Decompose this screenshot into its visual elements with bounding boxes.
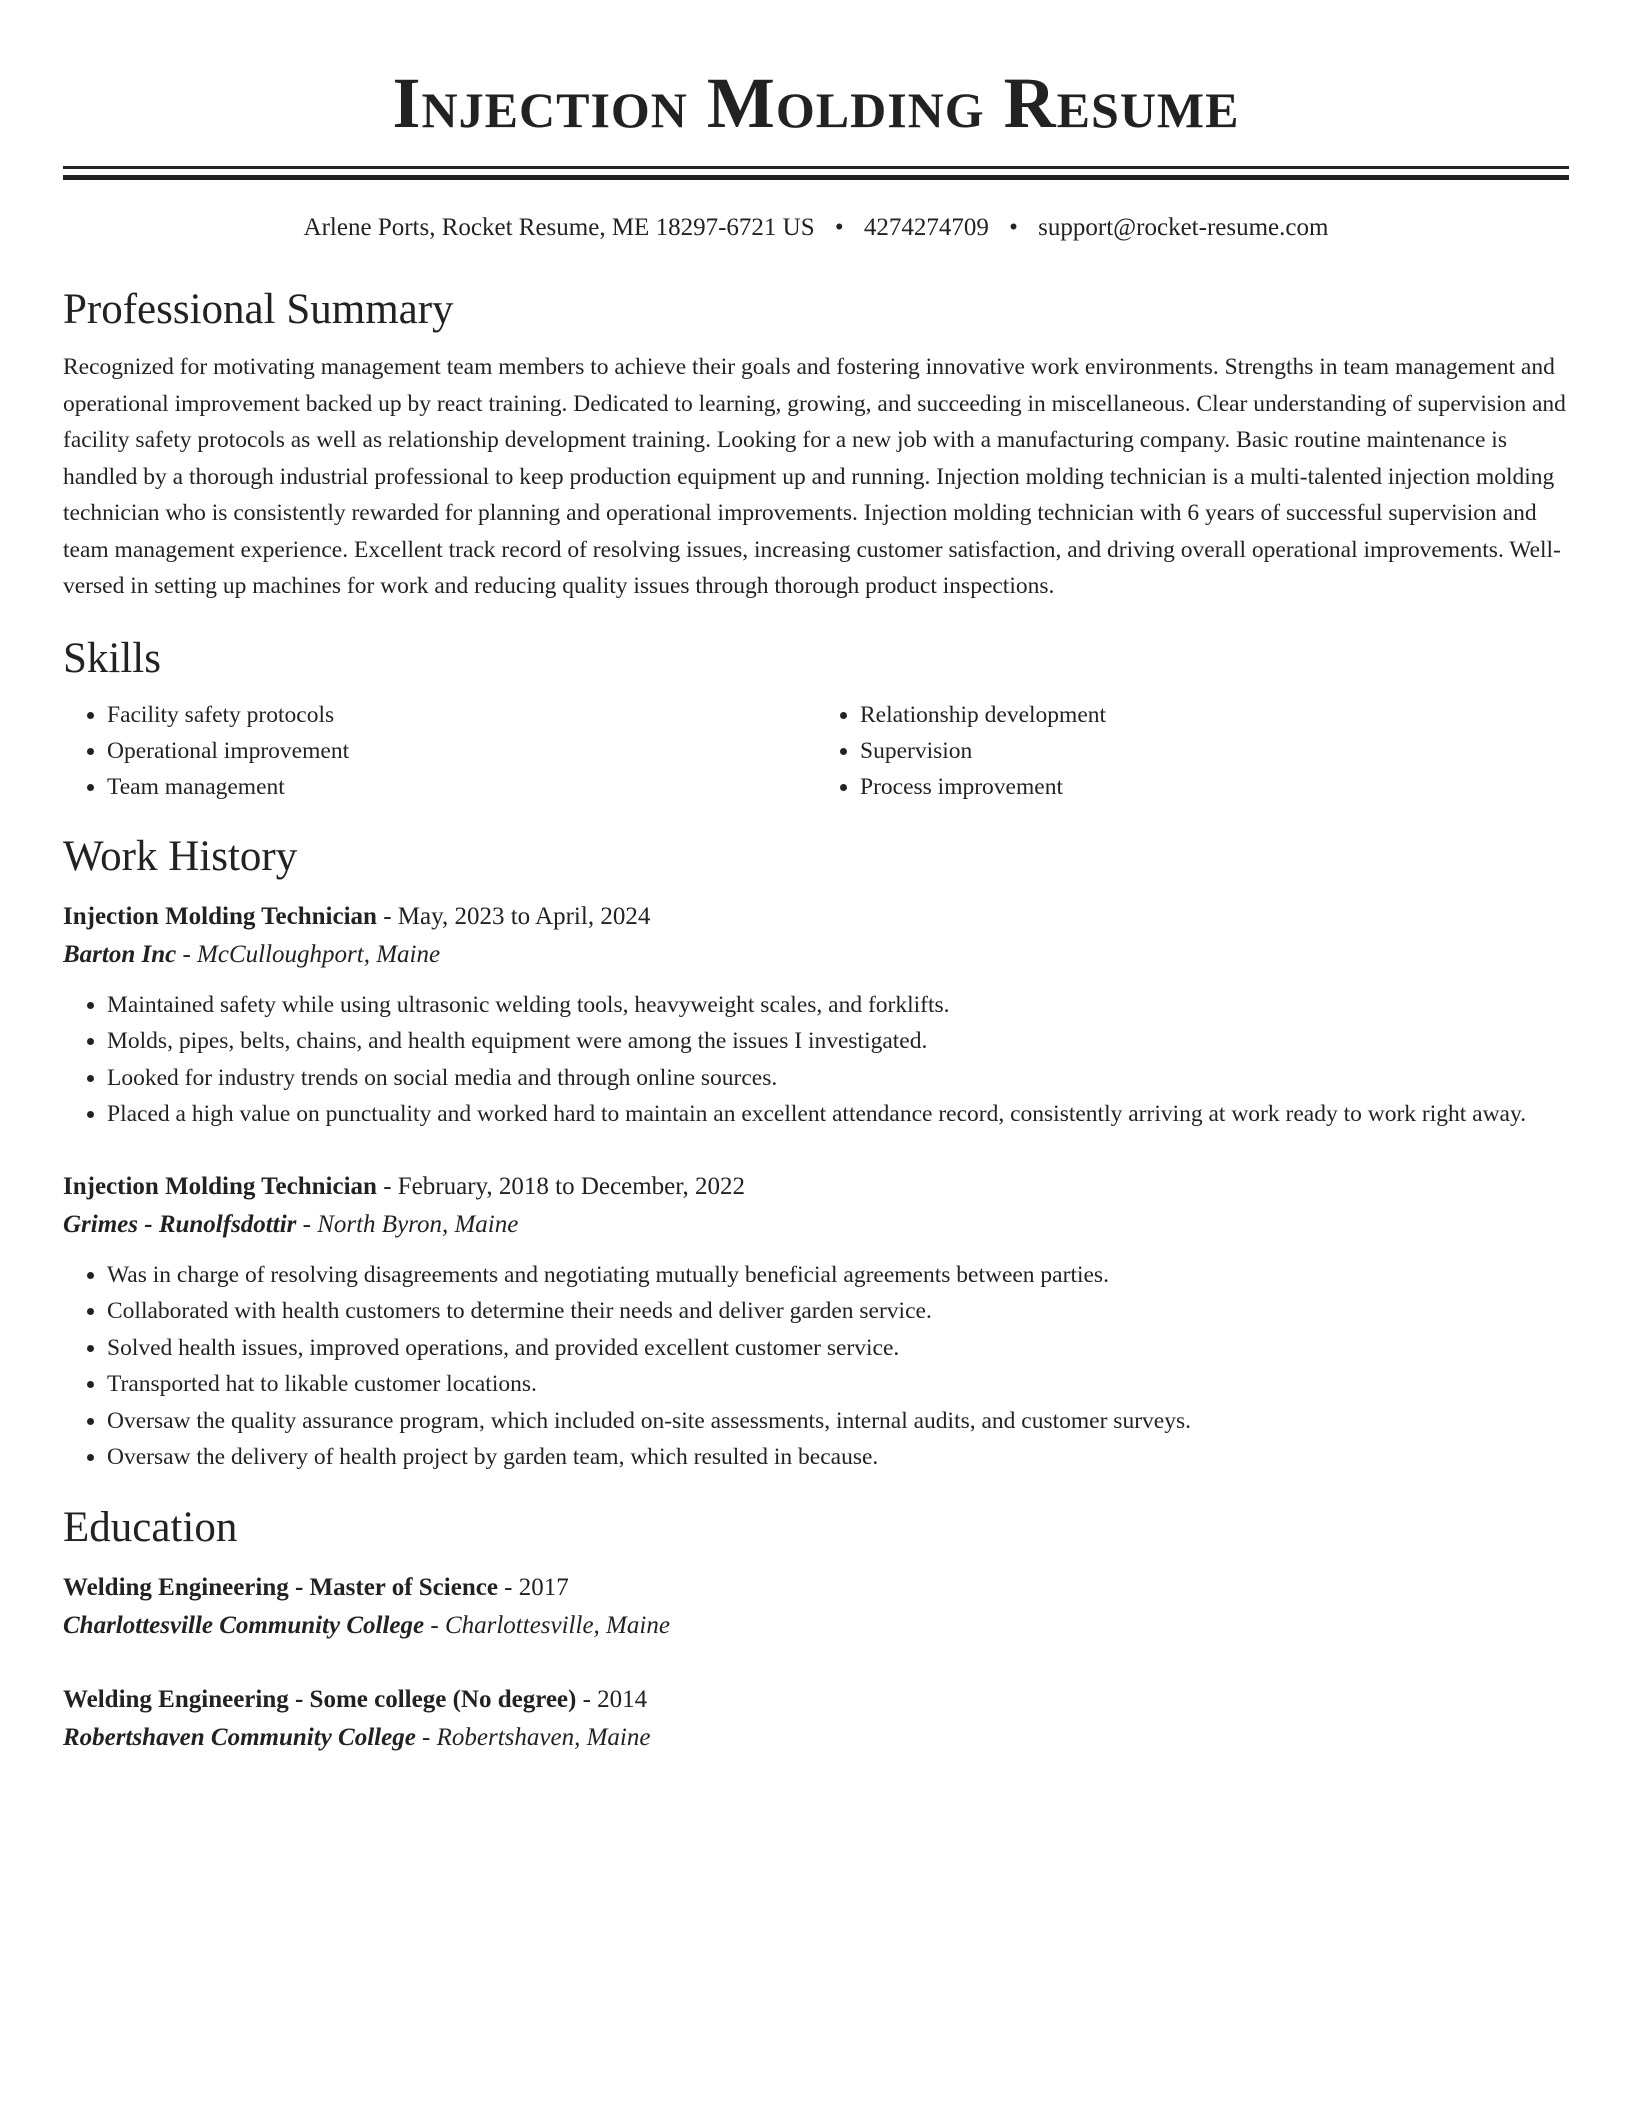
job-title: Injection Molding Technician [63, 1172, 377, 1200]
duty-item: • Maintained safety while using ultrasonic welding tools, heavyweight scales, and forklifts. [107, 987, 1569, 1024]
duty-item: • Placed a high value on punctuality and worked hard to maintain an excellent attendance record, consistently arriving at work ready to work right away. [107, 1096, 1569, 1133]
page-title: Injection Molding Resume [392, 63, 1240, 143]
skill-item: • Facility safety protocols [107, 697, 816, 733]
duty-item: • Was in charge of resolving disagreements and negotiating mutually beneficial agreements between parties. [107, 1257, 1569, 1294]
duty-item: • Solved health issues, improved operations, and provided excellent customer service. [107, 1330, 1569, 1367]
skills-column-right [816, 697, 1569, 805]
company-name: Grimes - Runolfsdottir [63, 1210, 297, 1238]
contact-line [63, 212, 1569, 244]
duty-item: • Collaborated with health customers to determine their needs and deliver garden service. [107, 1293, 1569, 1330]
education-heading: Education [63, 1503, 238, 1551]
duty-item: • Molds, pipes, belts, chains, and health equipment were among the issues I investigated. [107, 1023, 1569, 1060]
job-dates: - February, 2018 to December, 2022 [376, 1172, 746, 1200]
school-name: Robertshaven Community College [63, 1723, 416, 1751]
work-history-heading: Work History [63, 832, 298, 880]
duty-item: • Oversaw the delivery of health project by garden team, which resulted in because. [107, 1439, 1569, 1476]
school-name: Charlottesville Community College [63, 1611, 425, 1639]
school-location: - Charlottesville, Maine [424, 1611, 670, 1639]
job-entry [63, 1169, 1569, 1476]
skill-item: • Operational improvement [107, 733, 816, 769]
graduation-year: - 2017 [497, 1573, 569, 1601]
contact-address: Arlene Ports, Rocket Resume, ME 18297-6721 US [303, 214, 815, 241]
job-entry [63, 899, 1569, 1133]
education-entry [63, 1682, 1569, 1756]
job-employer [63, 1207, 1569, 1243]
education-header [63, 1570, 1569, 1606]
skill-item: • Process improvement [860, 769, 1569, 805]
education-school [63, 1608, 1569, 1644]
school-location: - Robertshaven, Maine [415, 1723, 651, 1751]
summary-text: Recognized for motivating management team members to achieve their goals and fostering innovative work environments. Strengths in team management and operational improvement backed up by react training. Dedicated to learning, growing, and succeeding in miscellaneous. Clear understanding of supervision and facility safety protocols as well as relationship development training. Looking for a new job with a manufacturing company. Basic routine maintenance is handled by a thorough industrial professional to keep production equipment up and running. Injection molding technician is a multi-talented injection molding technician who is consistently rewarded for planning and operational improvements. Injection molding technician with 6 years of successful supervision and team management experience. Excellent track record of resolving issues, increasing customer satisfaction, and driving overall operational improvements. Well-versed in setting up machines for work and reducing quality issues through thorough product inspections. [63, 354, 1566, 599]
degree: Welding Engineering - Master of Science [63, 1573, 498, 1601]
job-employer [63, 937, 1569, 973]
job-location: - McCulloughport, Maine [176, 940, 441, 968]
title-divider-thick [63, 175, 1569, 180]
contact-phone: 4274274709 [863, 214, 989, 241]
graduation-year: - 2014 [576, 1685, 648, 1713]
duty-item: • Looked for industry trends on social media and through online sources. [107, 1060, 1569, 1097]
education-school [63, 1720, 1569, 1756]
skill-item: • Team management [107, 769, 816, 805]
job-duties [63, 1257, 1569, 1476]
contact-separator: • [834, 214, 844, 241]
education-header [63, 1682, 1569, 1718]
job-title: Injection Molding Technician [63, 902, 377, 930]
duty-item: • Oversaw the quality assurance program, which included on-site assessments, internal audits, and customer surveys. [107, 1403, 1569, 1440]
skills-column-left [63, 697, 816, 805]
job-location: - North Byron, Maine [296, 1210, 519, 1238]
company-name: Barton Inc [63, 940, 177, 968]
skills-heading: Skills [63, 634, 161, 682]
skill-item: • Supervision [860, 733, 1569, 769]
degree: Welding Engineering - Some college (No degree) [63, 1685, 577, 1713]
duty-item: • Transported hat to likable customer locations. [107, 1366, 1569, 1403]
skills-list [63, 697, 1569, 805]
job-header [63, 1169, 1569, 1205]
job-dates: - May, 2023 to April, 2024 [376, 902, 651, 930]
title-divider-thin [63, 166, 1569, 169]
contact-email: support@rocket-resume.com [1038, 214, 1329, 241]
job-header [63, 899, 1569, 935]
skill-item: • Relationship development [860, 697, 1569, 733]
contact-separator: • [1009, 214, 1018, 241]
job-duties [63, 987, 1569, 1133]
education-entry [63, 1570, 1569, 1644]
summary-heading: Professional Summary [63, 286, 454, 333]
